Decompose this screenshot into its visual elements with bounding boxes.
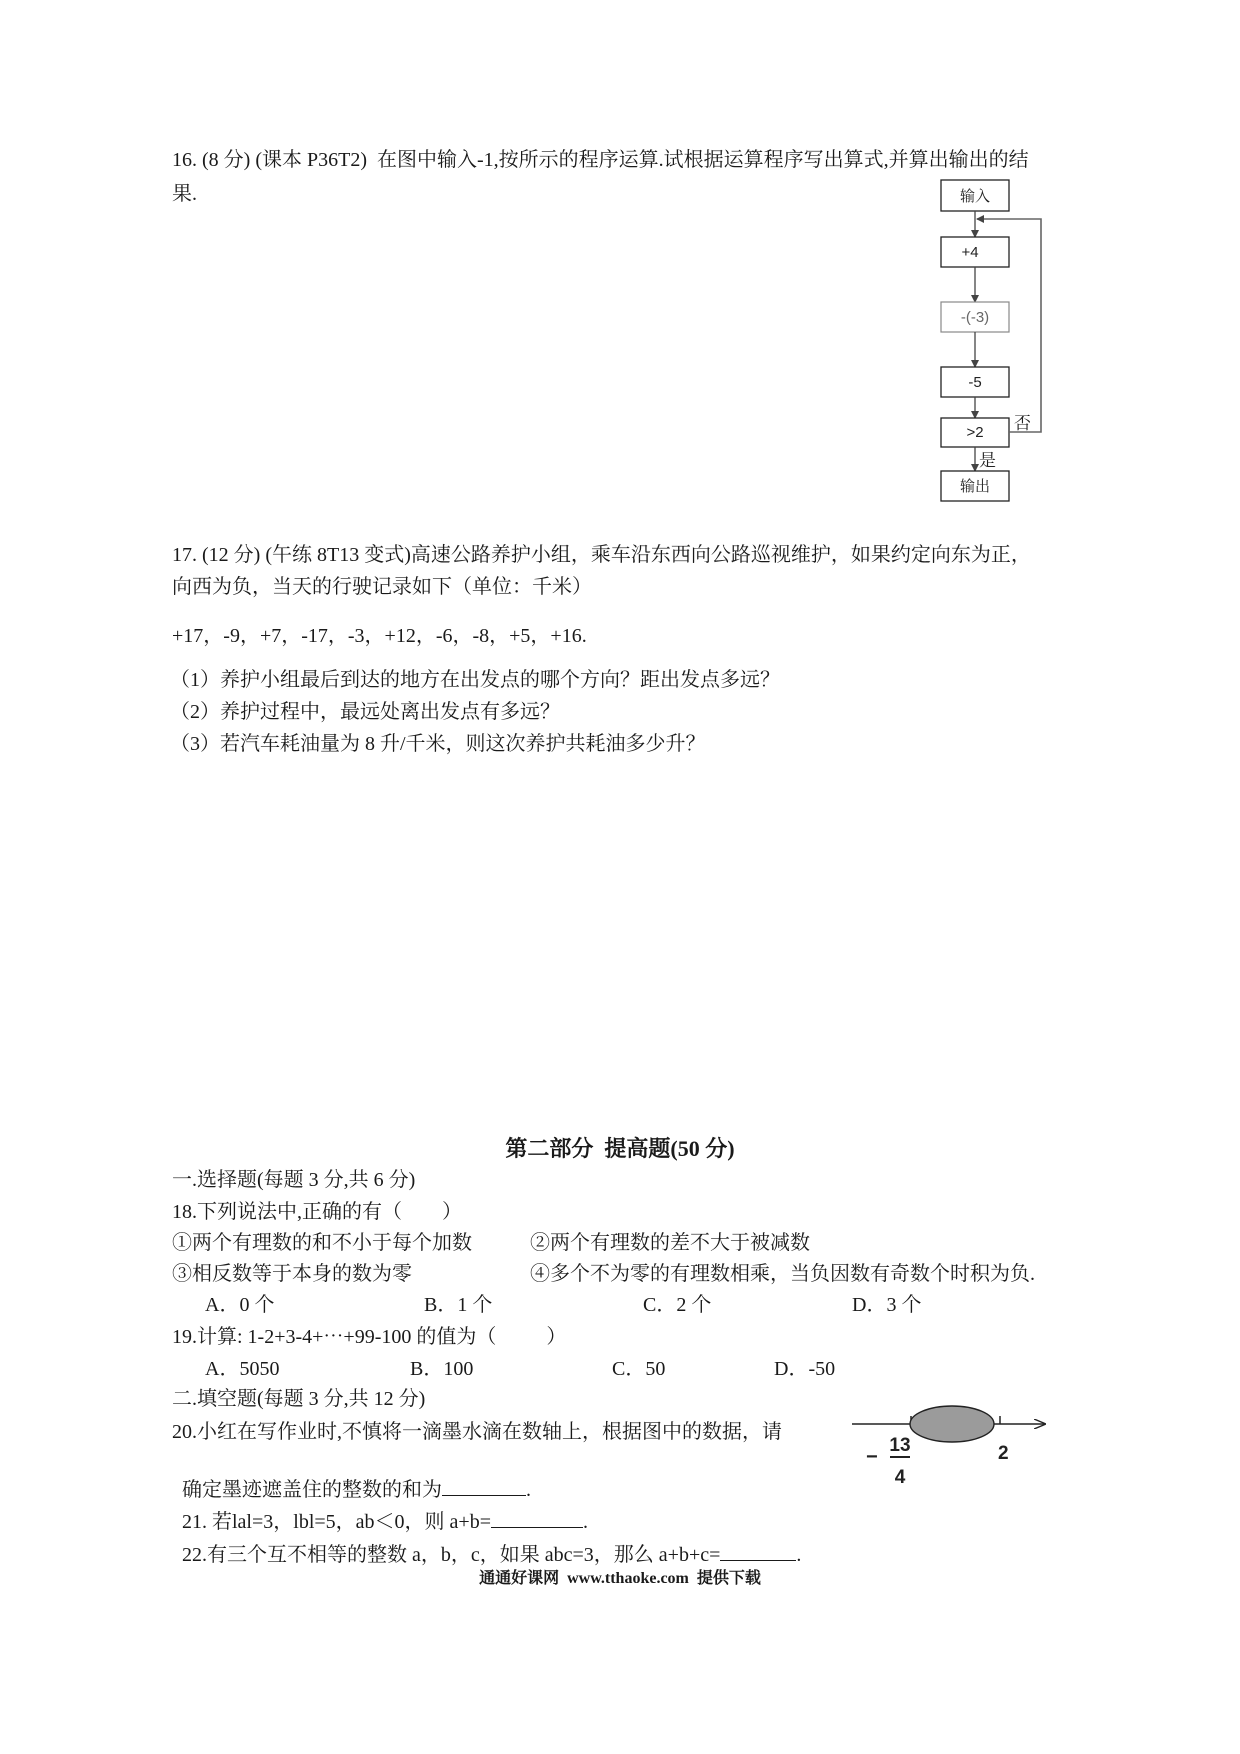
flow-condition-label: >2 <box>966 424 984 441</box>
q19-option-b: B．100 <box>410 1358 474 1380</box>
ink-blot <box>910 1406 994 1442</box>
q19-stem: 19.计算: 1-2+3-4+⋯+99-100 的值为（ ） <box>172 1326 567 1348</box>
q21-prefix: 21. 若lal=3，lbl=5，ab＜0，则 a+b= <box>182 1511 491 1533</box>
q18-option-b: B．1 个 <box>424 1294 493 1316</box>
flow-no-label: 否 <box>1014 414 1031 433</box>
flow-yes-label: 是 <box>979 451 996 470</box>
q18-option-a: A．0 个 <box>205 1294 275 1316</box>
flow-subtract-negative-label: -(-3) <box>960 309 990 326</box>
flow-add-label: +4 <box>961 244 979 261</box>
flow-subtract-label: -5 <box>968 374 982 391</box>
q22-suffix: . <box>796 1544 802 1566</box>
q16-text-line1: 16. (8 分) (课本 P36T2) 在图中输入-1,按所示的程序运算.试根据运算程序写出算式,并算出输出的结 <box>172 149 1029 171</box>
number-line-right-label: 2 <box>998 1443 1009 1464</box>
q18-statement-1: ①两个有理数的和不小于每个加数 <box>172 1232 472 1254</box>
q22-prefix: 22.有三个互不相等的整数 a，b，c，如果 abc=3，那么 a+b+c= <box>182 1544 721 1566</box>
q17-subquestion-1: （1）养护小组最后到达的地方在出发点的哪个方向？距出发点多远？ <box>170 669 780 691</box>
page-footer: 通通好课网 www.tthaoke.com 提供下载 <box>479 1570 761 1587</box>
q17-subquestion-3: （3）若汽车耗油量为 8 升/千米，则这次养护共耗油多少升？ <box>170 733 706 755</box>
q17-records: +17，-9，+7，-17，-3，+12，-6，-8，+5，+16. <box>172 625 587 647</box>
q18-statement-4: ④多个不为零的有理数相乘，当负因数有奇数个时积为负. <box>530 1263 1035 1285</box>
q22-text <box>172 1517 801 1567</box>
q18-option-c: C．2 个 <box>643 1294 712 1316</box>
q20-line2-prefix: 确定墨迹遮盖住的整数的和为 <box>182 1479 442 1501</box>
q20-line2-suffix: . <box>526 1479 531 1501</box>
q17-text-line2: 向西为负，当天的行驶记录如下（单位：千米） <box>172 576 592 598</box>
q17-subquestion-2: （2）养护过程中，最远处离出发点有多远？ <box>170 701 560 723</box>
q18-stem: 18.下列说法中,正确的有（ ） <box>172 1201 462 1223</box>
q16-flowchart <box>918 170 1058 510</box>
number-line-fraction-denominator: 4 <box>894 1467 906 1488</box>
flow-output-label: 输出 <box>959 478 991 495</box>
q18-option-d: D．3 个 <box>852 1294 922 1316</box>
q18-statement-2: ②两个有理数的差不大于被减数 <box>530 1232 810 1254</box>
part2-title: 第二部分 提高题(50 分) <box>505 1136 735 1161</box>
q21-suffix: . <box>582 1511 588 1533</box>
q19-option-c: C．50 <box>612 1358 666 1380</box>
number-line-minus-sign: − <box>866 1446 878 1468</box>
section-fill-blank-heading: 二.填空题(每题 3 分,共 12 分) <box>172 1388 426 1410</box>
q20-number-line <box>845 1395 1055 1495</box>
q16-text-line2: 果. <box>172 183 197 205</box>
q18-statement-3: ③相反数等于本身的数为零 <box>172 1263 412 1285</box>
section-multiple-choice-heading: 一.选择题(每题 3 分,共 6 分) <box>172 1169 416 1191</box>
q20-text-line1: 20.小红在写作业时,不慎将一滴墨水滴在数轴上，根据图中的数据，请 <box>172 1421 782 1443</box>
q19-option-d: D．-50 <box>774 1358 836 1380</box>
q19-option-a: A．5050 <box>205 1358 280 1380</box>
flow-input-label: 输入 <box>959 188 991 205</box>
q17-text-line1: 17. (12 分) (午练 8T13 变式)高速公路养护小组，乘车沿东西向公路巡视维护，如果约定向东为正， <box>172 544 1031 566</box>
q22-answer-blank <box>720 1541 796 1561</box>
number-line-fraction-numerator: 13 <box>889 1435 911 1456</box>
